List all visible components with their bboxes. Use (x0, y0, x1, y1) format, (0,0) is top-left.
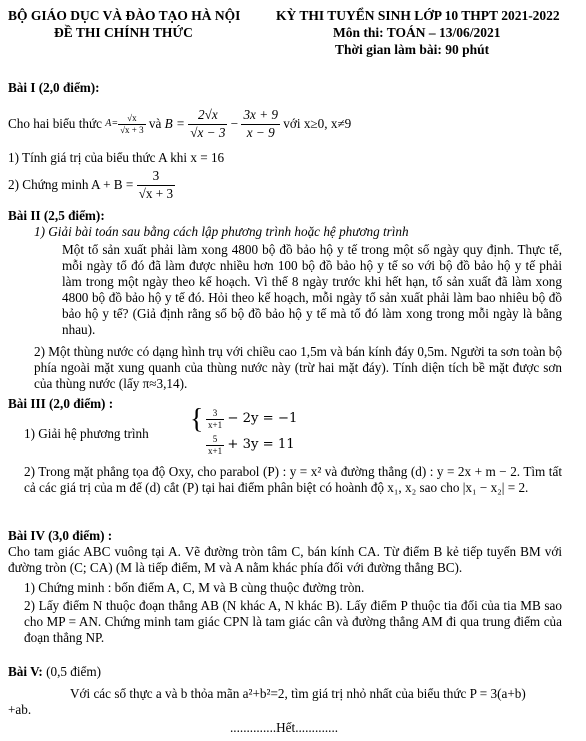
minus-sign: − (230, 115, 239, 131)
eq2-fraction (206, 434, 224, 457)
bai1-q2-num: 3 (137, 168, 175, 185)
bai3-q2: 2) Trong mặt phẳng tọa độ Oxy, cho parabol (P) : y = x² và đường thẳng (d) : y = 2x + m − 2. Tìm tất cả các giá trị của m để (d) cắt (P) tại hai điểm phân biệt có hoành độ x₁, x₂ sao cho |x₁ − x₂| = 2. (24, 464, 562, 496)
bai5-heading (8, 664, 101, 680)
bai2-p1-body: Một tổ sản xuất phải làm xong 4800 bộ đồ bảo hộ y tế trong một số ngày quy định. Thực tế, mỗi ngày tổ đó đã làm được nhiều hơn 100 bộ đồ bảo hộ y tế so với bộ đồ bảo hộ y tế phải làm trong một ngày theo kế hoạch. Vì thế 8 ngày trước khi hết hạn, tổ sản xuất đã làm xong 4800 bộ đồ bảo hộ y tế đó. Hỏi theo kế hoạch, mỗi ngày tổ sản xuất phải làm bao nhiêu bộ đồ bảo hộ y tế? (Giả định rằng số bộ đồ bảo hộ y tế mà tổ đó làm xong trong mỗi ngày là bằng nhau). (62, 242, 562, 338)
system-eq1 (206, 408, 297, 431)
a-fraction (118, 113, 146, 136)
bai1-expressions (8, 104, 351, 144)
bai1-q2-prefix: 2) Chứng minh A + B = (8, 176, 134, 192)
bai2-p2: 2) Một thùng nước có dạng hình trụ với chiều cao 1,5m và bán kính đáy 0,5m. Người ta sơn toàn bộ phía ngoài mặt xung quanh của thùng nước này (trừ hai mặt đáy). Tính diện tích bề mặt được sơn của thùng nước (lấy π≈3,14). (34, 344, 562, 392)
bai4-title: Bài IV (3,0 điểm) : (8, 528, 113, 543)
footer-end-mark: ..............Hết............. (230, 720, 339, 735)
eq2-den: x+1 (208, 445, 223, 456)
exam-duration: Thời gian làm bài: 90 phút (335, 42, 490, 57)
a-denominator: √x + 3 (120, 124, 144, 135)
b-frac2-den: x − 9 (246, 124, 275, 140)
b-label: B = (164, 115, 185, 131)
eq2-rest: + 3y = 11 (227, 437, 295, 453)
eq1-num: 3 (206, 408, 224, 420)
bai3-title: Bài III (2,0 điểm) : (8, 396, 114, 411)
exam-type: ĐỀ THI CHÍNH THỨC (54, 25, 193, 40)
bai4-q1: 1) Chứng minh : bốn điểm A, C, M và B cùng thuộc đường tròn. (24, 580, 365, 595)
bai2-p1-head: 1) Giải bài toán sau bằng cách lập phương trình hoặc hệ phương trình (34, 224, 409, 239)
bai4-intro: Cho tam giác ABC vuông tại A. Vẽ đường tròn tâm C, bán kính CA. Từ điểm B kẻ tiếp tuyến BM với đường tròn (C; CA) (M là tiếp điểm, M và A nằm khác phía đối với đường thẳng BC). (8, 544, 562, 576)
bai1-title: Bài I (2,0 điểm): (8, 80, 100, 95)
bai1-q2-fraction (137, 168, 175, 201)
bai5-body: Với các số thực a và b thỏa mãn a²+b²=2, tìm giá trị nhỏ nhất của biểu thức P = 3(a+b) (70, 686, 526, 701)
bai2-title: Bài II (2,5 điểm): (8, 208, 105, 223)
bai1-q1: 1) Tính giá trị của biểu thức A khi x = 16 (8, 150, 225, 165)
bai1-q2-den: √x + 3 (138, 185, 174, 201)
b-fraction-2 (241, 107, 280, 140)
eq1-fraction (206, 408, 224, 431)
bai5-body2: +ab. (8, 702, 32, 717)
b-frac1-num: 2√x (188, 107, 227, 124)
bai4-q2: 2) Lấy điểm N thuộc đoạn thẳng AB (N khác A, N khác B). Lấy điểm P thuộc tia đối của tia MB sao cho MP = AN. Chứng minh tam giác CPN là tam giác cân và đường thẳng AM đi qua trung điểm của đoạn thẳng NP. (24, 598, 562, 646)
bai5-points: (0,5 điểm) (46, 664, 102, 679)
eq1-rest: − 2y = −1 (227, 411, 298, 427)
b-fraction-1 (188, 107, 227, 140)
condition: với x≥0, x≠9 (283, 115, 352, 131)
bai3-q1-prefix: 1) Giải hệ phương trình (24, 426, 149, 441)
exam-title: KỲ THI TUYỂN SINH LỚP 10 THPT 2021-2022 (276, 8, 560, 23)
a-label: A= (105, 117, 119, 129)
bai1-intro: Cho hai biểu thức (8, 115, 102, 131)
system-eq2 (206, 434, 295, 457)
ministry-title: BỘ GIÁO DỤC VÀ ĐÀO TẠO HÀ NỘI (8, 8, 241, 23)
eq1-den: x+1 (208, 419, 223, 430)
exam-subject: Môn thi: TOÁN – 13/06/2021 (333, 25, 501, 40)
b-frac1-den: √x − 3 (190, 124, 226, 140)
a-numerator: √x (118, 113, 146, 125)
eq2-num: 5 (206, 434, 224, 446)
system-brace: { (190, 404, 204, 435)
bai1-q2 (8, 166, 175, 204)
and-word: và (148, 115, 162, 131)
bai5-title: Bài V: (8, 664, 43, 679)
b-frac2-num: 3x + 9 (241, 107, 280, 124)
